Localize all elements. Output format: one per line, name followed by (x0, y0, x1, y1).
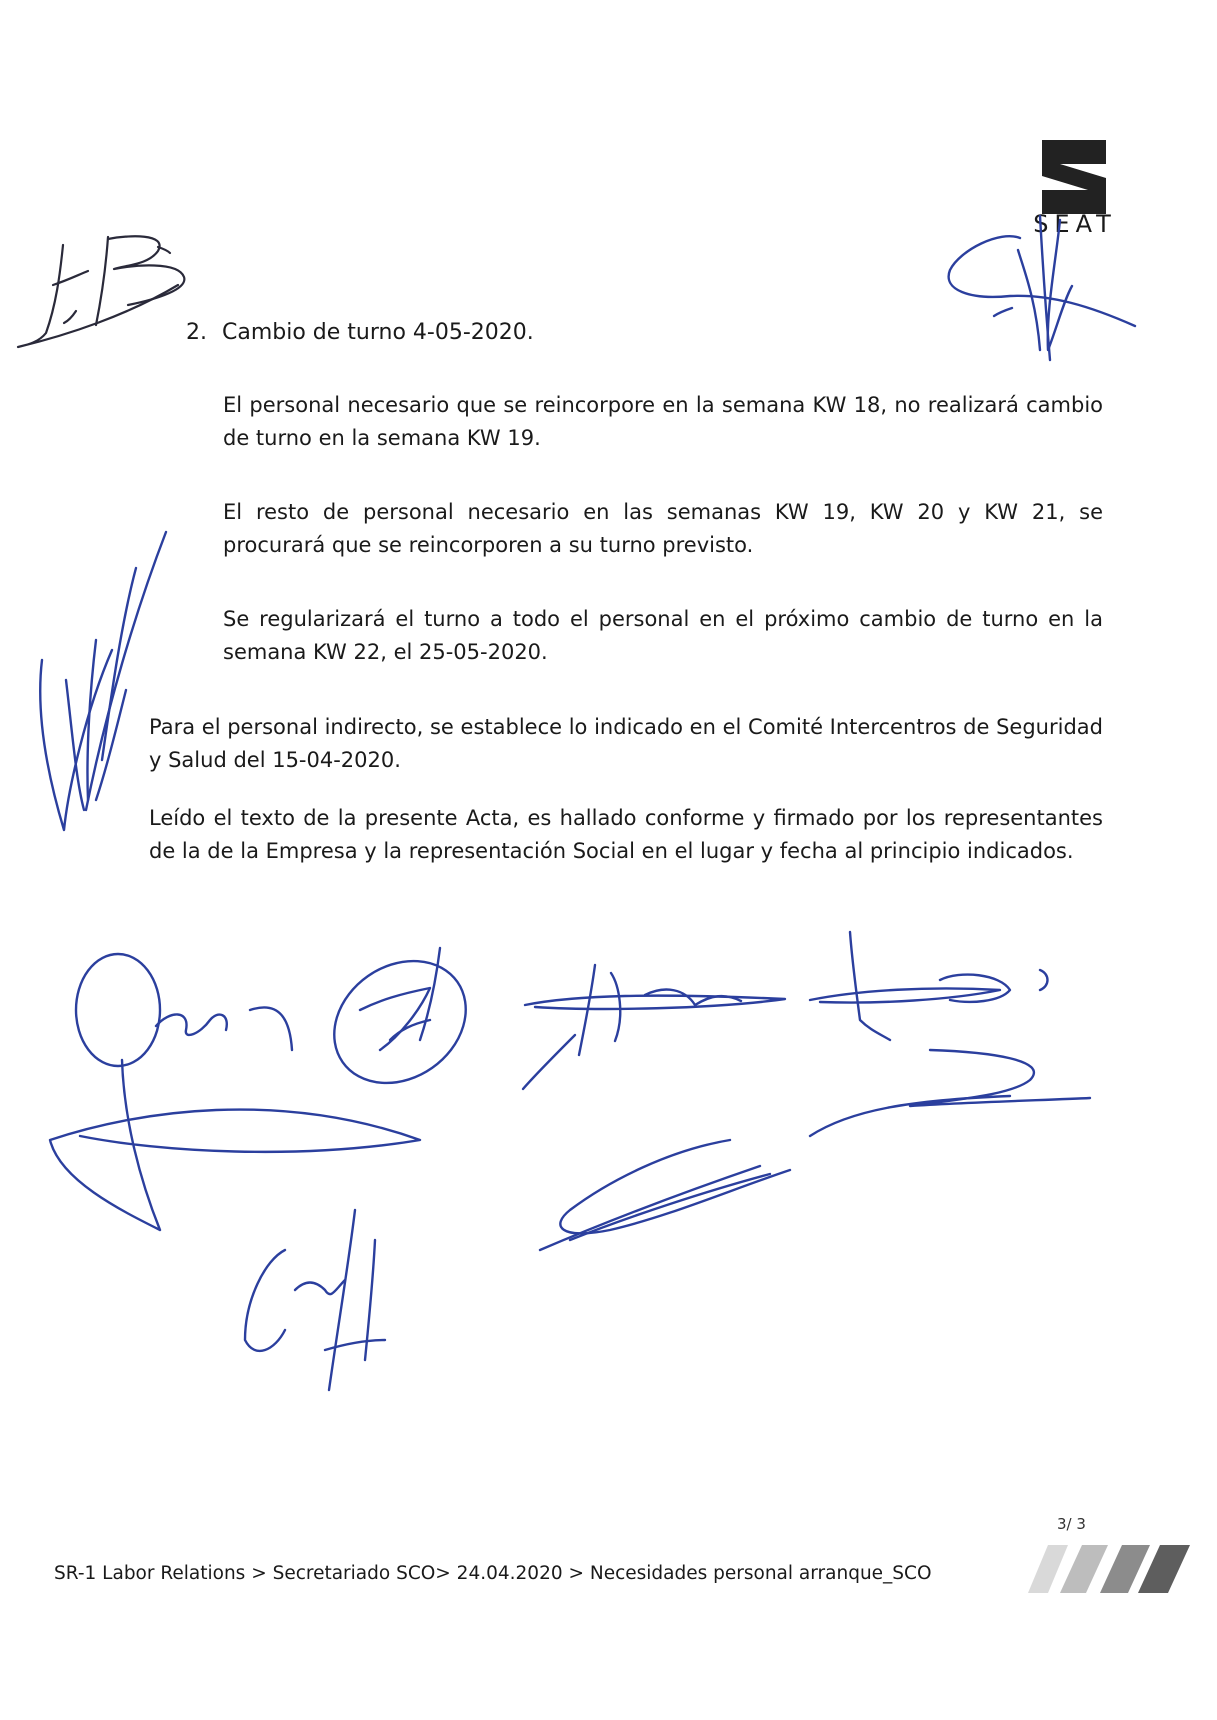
paragraph-closing: Leído el texto de la presente Acta, es hallado conforme y firmado por los representantes de la de la Empresa y la representación Social en el lugar y fecha al principio indicados. (149, 806, 1103, 863)
signature-2 (320, 940, 500, 1100)
logo-text: SEAT (1033, 210, 1117, 238)
section-title: Cambio de turno 4-05-2020. (222, 320, 534, 345)
section-heading (186, 320, 534, 345)
footer-path: SR-1 Labor Relations > Secretariado SCO> 24.04.2020 > Necesidades personal arranque_SCO (54, 1563, 932, 1584)
signature-6 (235, 1200, 415, 1400)
paragraph-kw19-21: El resto de personal necesario en las semanas KW 19, KW 20 y KW 21, se procurará que se reincorporen a su turno previsto. (223, 500, 1103, 557)
footer-stripes-icon (1008, 1543, 1198, 1595)
paragraph-kw18: El personal necesario que se reincorpore en la semana KW 18, no realizará cambio de turno en la semana KW 19. (223, 393, 1103, 450)
signature-initials-top-left (8, 225, 198, 365)
paragraph-indirect-staff: Para el personal indirecto, se establece lo indicado en el Comité Intercentros de Seguridad y Salud del 15-04-2020. (149, 715, 1103, 772)
paragraph-kw22: Se regularizará el turno a todo el personal en el próximo cambio de turno en la semana KW 22, el 25-05-2020. (223, 607, 1103, 664)
page-number: 3/ 3 (1057, 1515, 1086, 1533)
signature-4 (800, 930, 1070, 1050)
signature-top-right (940, 210, 1140, 380)
signature-5 (530, 1040, 1100, 1260)
section-number: 2. (186, 320, 207, 345)
